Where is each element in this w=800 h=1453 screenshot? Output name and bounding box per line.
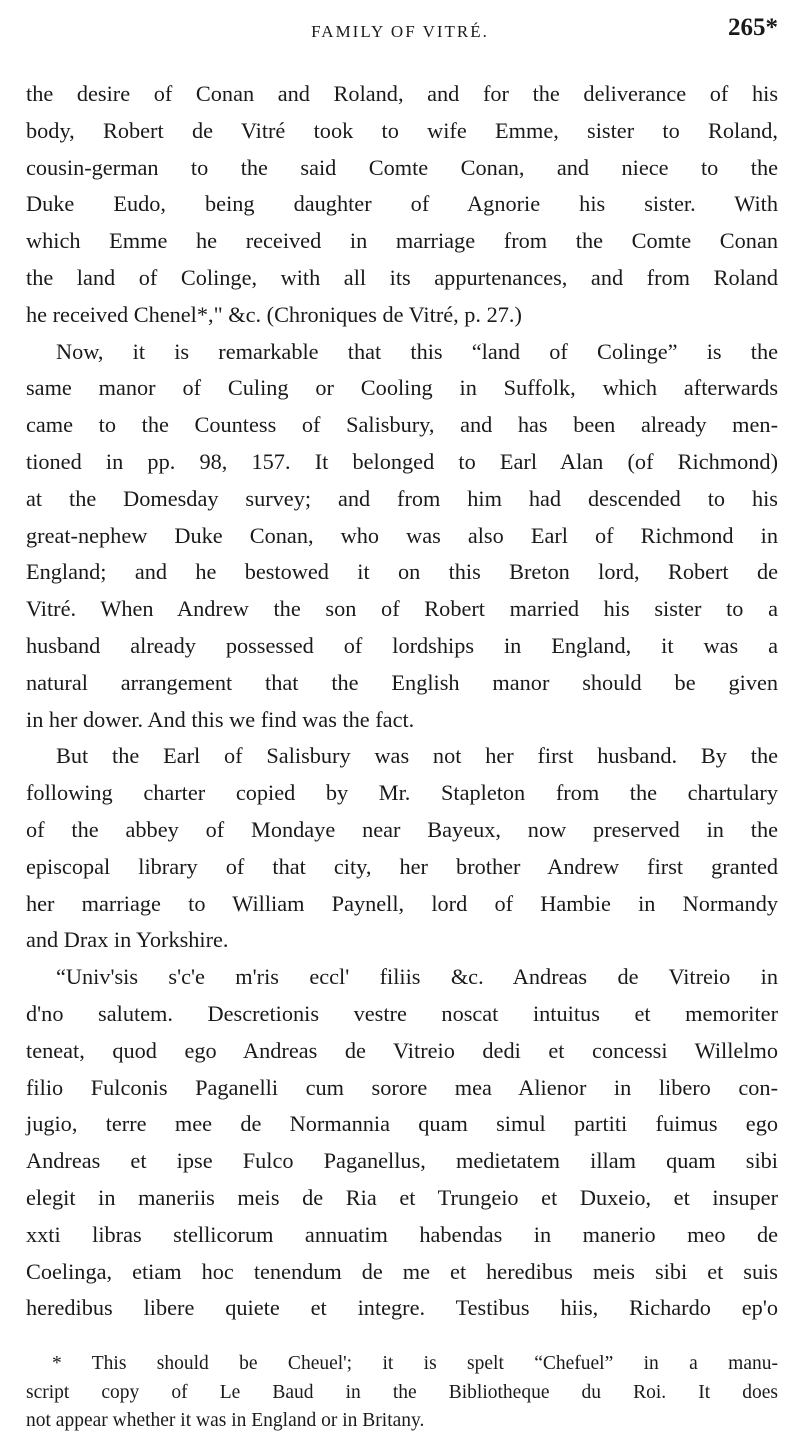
text-line: came to the Countess of Salisbury, and has been already men- xyxy=(26,412,778,438)
text-line: elegit in maneriis meis de Ria et Trungeio et Duxeio, et insuper xyxy=(26,1184,778,1210)
text-line: husband already possessed of lordships in England, it was a xyxy=(26,632,778,658)
paragraph-2 xyxy=(26,334,778,739)
text-line: at the Domesday survey; and from him had descended to his xyxy=(26,485,778,511)
text-line: teneat, quod ego Andreas de Vitreio dedi et concessi Willelmo xyxy=(26,1037,778,1063)
text-line: tioned in pp. 98, 157. It belonged to Earl Alan (of Richmond) xyxy=(26,448,778,474)
page-header xyxy=(0,14,800,50)
footnote-line: * This should be Cheuel'; it is spelt “Chefuel” in a manu- xyxy=(52,1353,778,1374)
text-line: and Drax in Yorkshire. xyxy=(26,927,229,953)
paragraph-1 xyxy=(26,76,778,334)
text-line: following charter copied by Mr. Stapleton from the chartulary xyxy=(26,780,778,806)
text-line: heredibus libere quiete et integre. Testibus hiis, Richardo ep'o xyxy=(26,1295,778,1321)
text-line: filio Fulconis Paganelli cum sorore mea Alienor in libero con- xyxy=(26,1074,778,1100)
text-line: cousin-german to the said Comte Conan, and niece to the xyxy=(26,154,778,180)
text-line: of the abbey of Mondaye near Bayeux, now preserved in the xyxy=(26,816,778,842)
text-line: d'no salutem. Descretionis vestre noscat intuitus et memoriter xyxy=(26,1000,778,1026)
text-line: episcopal library of that city, her brother Andrew first granted xyxy=(26,853,778,879)
paragraph-4 xyxy=(26,959,778,1327)
text-line: same manor of Culing or Cooling in Suffolk, which afterwards xyxy=(26,375,778,401)
text-line: in her dower. And this we find was the fact. xyxy=(26,706,415,732)
text-line: Andreas et ipse Fulco Paganellus, medietatem illam quam sibi xyxy=(26,1148,778,1174)
paragraph-3 xyxy=(26,738,778,959)
running-title: FAMILY OF VITRÉ. xyxy=(311,22,489,41)
footnote-line: script copy of Le Baud in the Bibliotheque du Roi. It does xyxy=(26,1381,778,1403)
text-line: jugio, terre mee de Normannia quam simul partiti fuimus ego xyxy=(26,1111,778,1137)
text-line: her marriage to William Paynell, lord of Hambie in Normandy xyxy=(26,890,778,916)
text-line: “Univ'sis s'c'e m'ris eccl' filiis &c. Andreas de Vitreio in xyxy=(56,964,778,990)
text-line: xxti libras stellicorum annuatim habendas in manerio meo de xyxy=(26,1221,778,1247)
text-line: body, Robert de Vitré took to wife Emme, sister to Roland, xyxy=(26,117,778,143)
text-line: Now, it is remarkable that this “land of Colinge” is the xyxy=(56,338,778,364)
footnote-line: not appear whether it was in England or in Britany. xyxy=(26,1410,425,1431)
text-line: great-nephew Duke Conan, who was also Earl of Richmond in xyxy=(26,522,778,548)
footnote xyxy=(26,1350,778,1436)
text-line: which Emme he received in marriage from the Comte Conan xyxy=(26,228,778,254)
body-text xyxy=(26,76,778,1327)
text-line: Coelinga, etiam hoc tenendum de me et heredibus meis sibi et suis xyxy=(26,1258,778,1284)
text-line: the land of Colinge, with all its appurtenances, and from Roland xyxy=(26,264,778,290)
text-line: But the Earl of Salisbury was not her first husband. By the xyxy=(56,743,778,769)
text-line: natural arrangement that the English manor should be given xyxy=(26,669,778,695)
text-line: he received Chenel*," &c. (Chroniques de Vitré, p. 27.) xyxy=(26,301,522,327)
text-line: Vitré. When Andrew the son of Robert married his sister to a xyxy=(26,596,778,622)
text-line: the desire of Conan and Roland, and for the deliverance of his xyxy=(26,81,778,106)
text-line: England; and he bestowed it on this Breton lord, Robert de xyxy=(26,559,778,585)
text-line: Duke Eudo, being daughter of Agnorie his sister. With xyxy=(26,191,778,217)
page-number: 265* xyxy=(728,14,778,41)
